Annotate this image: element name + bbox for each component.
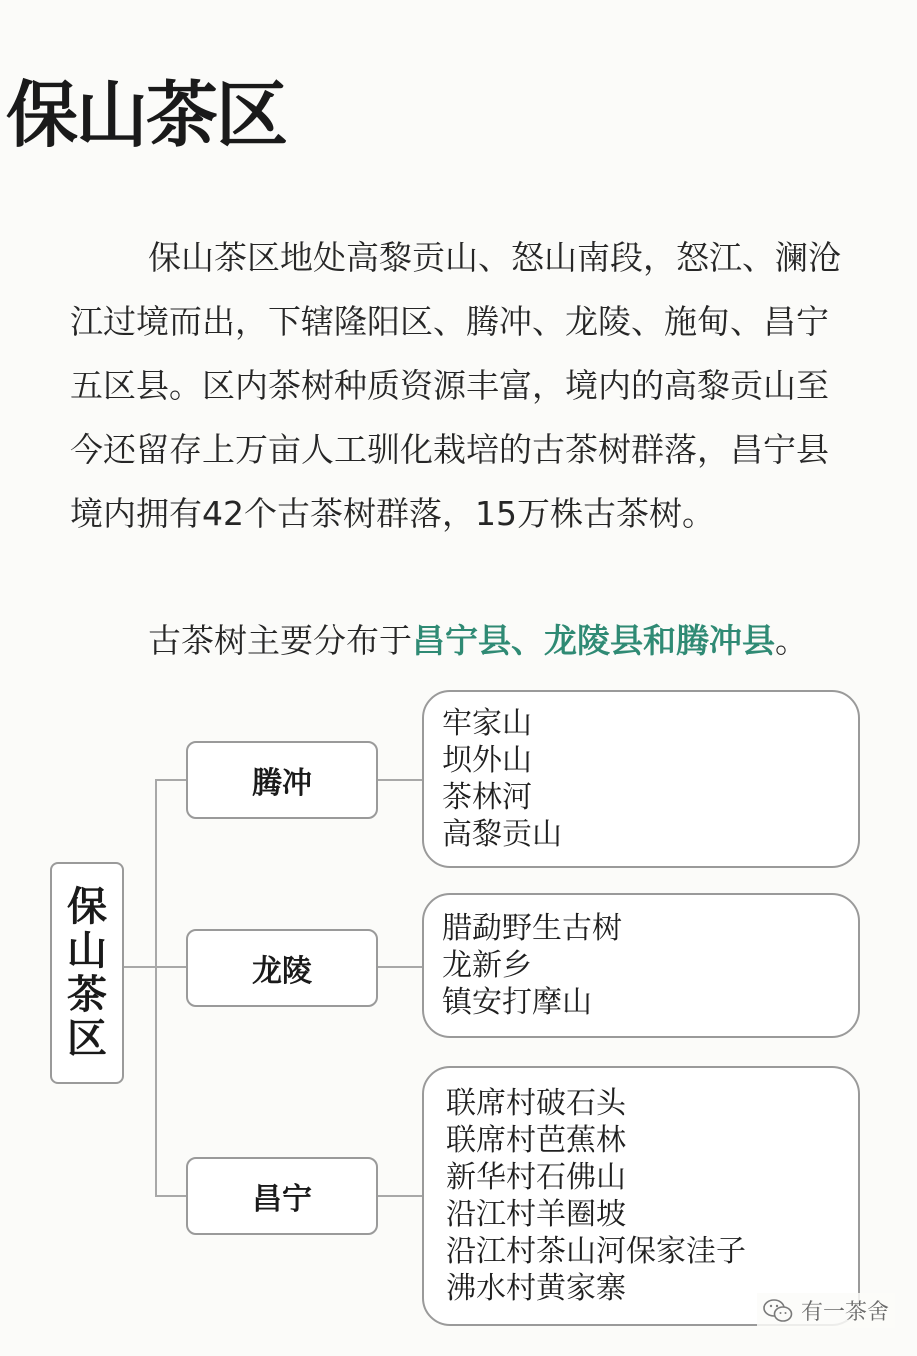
list-item: 坝外山 <box>442 743 532 778</box>
list-item: 联席村芭蕉林 <box>446 1123 626 1158</box>
connector-to-longling <box>155 966 186 968</box>
connector-root <box>124 966 156 968</box>
list-item: 沿江村羊圈坡 <box>446 1197 626 1232</box>
connector-trunk <box>155 780 157 1197</box>
list-item: 联席村破石头 <box>446 1086 626 1121</box>
leaf-box-tengchong <box>422 690 860 868</box>
branch-changning: 昌宁 <box>186 1157 378 1235</box>
wechat-icon <box>763 1298 793 1324</box>
distribution-highlight: 昌宁县、龙陵县和腾冲县 <box>412 621 775 660</box>
watermark-text: 有一茶舍 <box>800 1300 889 1325</box>
connector-longling-leaf <box>378 966 422 968</box>
leaf-box-longling <box>422 893 860 1038</box>
leaf-box-changning <box>422 1066 860 1326</box>
connector-to-changning <box>155 1195 186 1197</box>
list-item: 镇安打摩山 <box>442 985 592 1020</box>
page-title: 保山茶区 <box>6 73 287 157</box>
diagram-root-label: 保山茶区 <box>67 883 107 1062</box>
connector-tengchong-leaf <box>378 779 422 781</box>
list-item: 腊勐野生古树 <box>442 911 622 946</box>
connector-to-tengchong <box>155 779 186 781</box>
connector-changning-leaf <box>378 1195 422 1197</box>
distribution-paragraph <box>70 609 850 673</box>
intro-paragraph: 保山茶区地处高黎贡山、怒山南段，怒江、澜沧江过境而出，下辖隆阳区、腾冲、龙陵、施甸、昌宁五区县。区内茶树种质资源丰富，境内的高黎贡山至今还留存上万亩人工驯化栽培的古茶树群落，昌宁县境内拥有42个古茶树群落，15万株古茶树。 <box>70 238 841 533</box>
list-item: 牢家山 <box>442 706 532 741</box>
list-item: 茶林河 <box>442 780 532 815</box>
branch-longling: 龙陵 <box>186 929 378 1007</box>
list-item: 新华村石佛山 <box>446 1160 626 1195</box>
branch-tengchong: 腾冲 <box>186 741 378 819</box>
list-item: 沸水村黄家寨 <box>446 1271 626 1306</box>
watermark <box>757 1293 895 1328</box>
list-item: 龙新乡 <box>442 948 532 983</box>
list-item: 高黎贡山 <box>442 817 562 852</box>
distribution-text: 古茶树主要分布于 <box>148 621 412 660</box>
distribution-end: 。 <box>775 621 808 660</box>
diagram-root-box <box>50 862 124 1084</box>
list-item: 沿江村茶山河保家洼子 <box>446 1234 746 1269</box>
